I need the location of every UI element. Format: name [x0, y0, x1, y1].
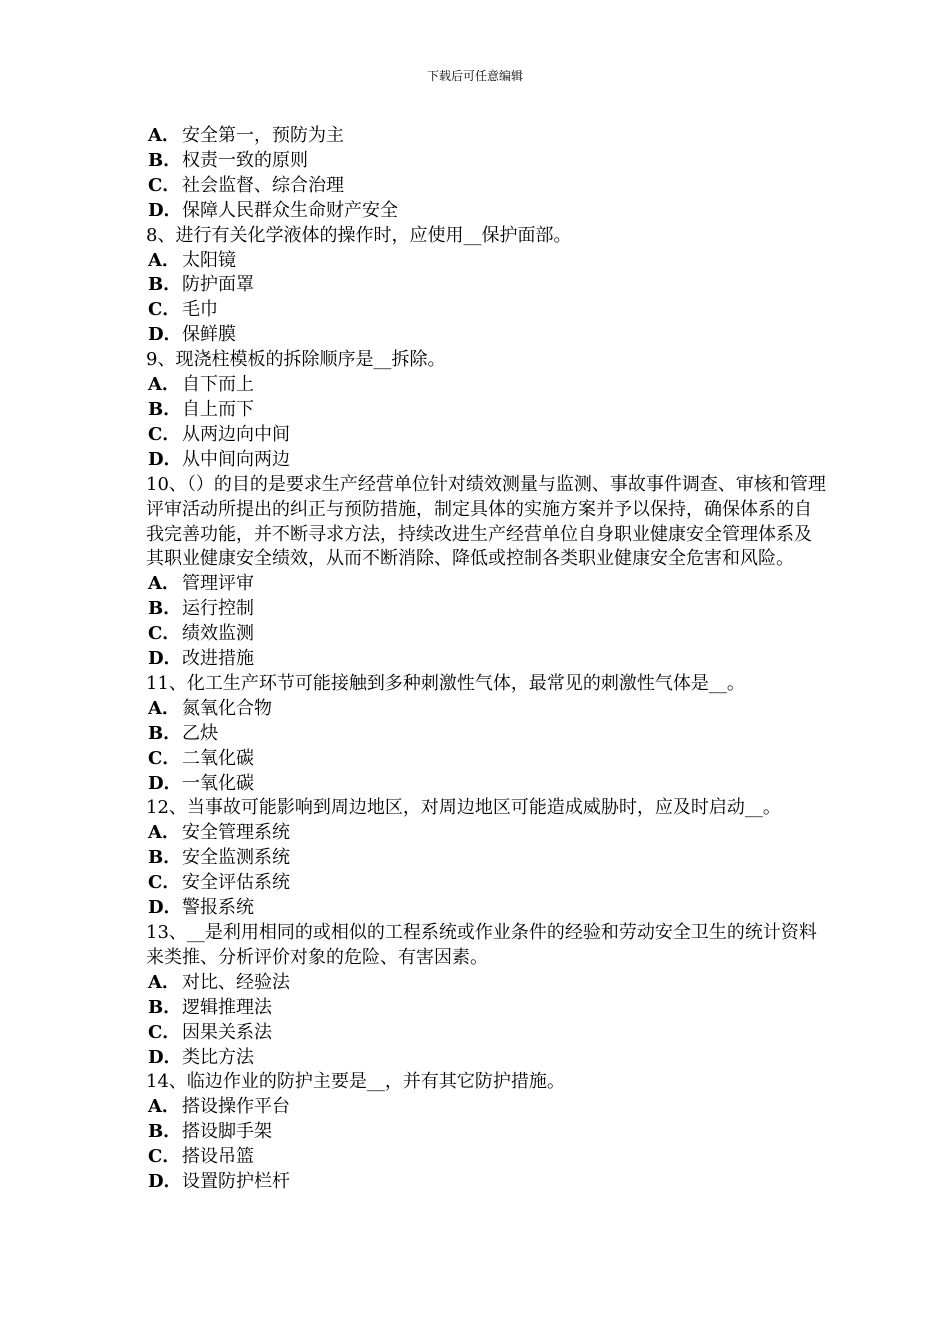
option-list — [146, 124, 826, 224]
question-list — [146, 124, 826, 1195]
answer-option — [146, 572, 826, 597]
option-letter: C． — [148, 1146, 181, 1168]
option-text: 乙炔 — [182, 722, 218, 744]
answer-option — [146, 323, 826, 348]
option-text: 从两边向中间 — [182, 423, 290, 445]
option-text: 搭设脚手架 — [182, 1121, 272, 1143]
option-text: 一氧化碳 — [182, 772, 254, 794]
answer-option — [146, 298, 826, 323]
answer-option — [146, 971, 826, 996]
option-letter: A． — [148, 971, 180, 993]
option-list — [146, 572, 826, 672]
option-text: 太阳镜 — [182, 249, 236, 271]
question-block — [146, 1070, 826, 1195]
option-letter: A． — [148, 1096, 180, 1118]
option-text: 因果关系法 — [182, 1021, 272, 1043]
option-letter: B． — [148, 1121, 182, 1143]
question-block — [146, 921, 826, 1070]
option-letter: C． — [148, 423, 181, 445]
answer-option — [146, 647, 826, 672]
question-text: 10、（）的目的是要求生产经营单位针对绩效测量与监测、事故事件调查、审核和管理评审活动所提出的纠正与预防措施，制定具体的实施方案并予以保持，确保体系的自我完善功能，并不断寻求方法，持续改进生产经营单位自身职业健康安全管理体系及其职业健康安全绩效，从而不断消除、降低或控制各类职业健康安全危害和风险。 — [146, 473, 826, 570]
question-text: 13、__是利用相同的或相似的工程系统或作业条件的经验和劳动安全卫生的统计资料来类推、分析评价对象的危险、有害因素。 — [146, 922, 817, 968]
option-letter: D． — [148, 1046, 182, 1068]
question-block — [146, 224, 826, 349]
option-text: 绩效监测 — [182, 623, 254, 645]
option-text: 安全监测系统 — [182, 847, 290, 869]
answer-option — [146, 1170, 826, 1195]
question-text: 14、临边作业的防护主要是__，并有其它防护措施。 — [146, 1071, 565, 1093]
option-letter: B． — [148, 398, 182, 420]
question-text: 8、进行有关化学液体的操作时，应使用__保护面部。 — [146, 224, 572, 246]
option-text: 氮氧化合物 — [182, 697, 272, 719]
answer-option — [146, 622, 826, 647]
answer-option — [146, 448, 826, 473]
option-letter: C． — [148, 747, 181, 769]
option-letter: D． — [148, 448, 182, 470]
option-letter: B． — [148, 996, 182, 1018]
question-block — [146, 124, 826, 224]
option-list — [146, 1095, 826, 1195]
option-list — [146, 697, 826, 797]
option-letter: C． — [148, 872, 181, 894]
option-text: 二氧化碳 — [182, 747, 254, 769]
page-header: 下载后可任意编辑 — [426, 69, 523, 83]
option-list — [146, 971, 826, 1071]
answer-option — [146, 846, 826, 871]
option-text: 安全评估系统 — [182, 872, 290, 894]
option-list — [146, 373, 826, 473]
answer-option — [146, 1046, 826, 1071]
answer-option — [146, 149, 826, 174]
option-text: 社会监督、综合治理 — [182, 174, 344, 196]
option-letter: B． — [148, 722, 182, 744]
option-letter: D． — [148, 199, 182, 221]
question-block — [146, 796, 826, 921]
answer-option — [146, 697, 826, 722]
option-text: 自上而下 — [182, 398, 254, 420]
option-text: 安全第一，预防为主 — [182, 125, 344, 146]
option-text: 保障人民群众生命财产安全 — [182, 199, 398, 221]
option-letter: C． — [148, 299, 181, 321]
option-text: 运行控制 — [182, 598, 254, 620]
answer-option — [146, 747, 826, 772]
answer-option — [146, 1095, 826, 1120]
answer-option — [146, 996, 826, 1021]
option-text: 逻辑推理法 — [182, 996, 272, 1018]
answer-option — [146, 1120, 826, 1145]
question-block — [146, 348, 826, 473]
option-text: 类比方法 — [182, 1046, 254, 1068]
option-letter: D． — [148, 648, 182, 670]
option-text: 搭设吊篮 — [182, 1146, 254, 1168]
question-text: 11、化工生产环节可能接触到多种刺激性气体，最常见的刺激性气体是__。 — [146, 672, 745, 694]
option-letter: A． — [148, 125, 180, 146]
option-list — [146, 249, 826, 349]
answer-option — [146, 1021, 826, 1046]
option-list — [146, 821, 826, 921]
answer-option — [146, 871, 826, 896]
option-letter: C． — [148, 174, 181, 196]
option-letter: B． — [148, 274, 182, 296]
answer-option — [146, 597, 826, 622]
question-text: 9、现浇柱模板的拆除顺序是__拆除。 — [146, 349, 446, 371]
option-text: 自下而上 — [182, 374, 254, 396]
answer-option — [146, 174, 826, 199]
option-letter: B． — [148, 598, 182, 620]
option-text: 毛巾 — [182, 299, 218, 321]
option-text: 改进措施 — [182, 648, 254, 670]
option-letter: A． — [148, 822, 180, 844]
question-text: 12、当事故可能影响到周边地区，对周边地区可能造成威胁时，应及时启动__。 — [146, 797, 781, 819]
option-text: 对比、经验法 — [182, 971, 290, 993]
option-text: 警报系统 — [182, 897, 254, 919]
option-letter: B． — [148, 149, 182, 171]
option-letter: D． — [148, 1171, 182, 1193]
option-text: 保鲜膜 — [182, 324, 236, 346]
option-text: 搭设操作平台 — [182, 1096, 290, 1118]
answer-option — [146, 398, 826, 423]
answer-option — [146, 423, 826, 448]
question-block — [146, 672, 826, 797]
answer-option — [146, 772, 826, 797]
option-letter: A． — [148, 697, 180, 719]
option-text: 权责一致的原则 — [182, 149, 308, 171]
option-letter: C． — [148, 623, 181, 645]
option-letter: C． — [148, 1021, 181, 1043]
answer-option — [146, 1145, 826, 1170]
answer-option — [146, 273, 826, 298]
option-text: 防护面罩 — [182, 274, 254, 296]
option-letter: B． — [148, 847, 182, 869]
option-text: 设置防护栏杆 — [182, 1171, 290, 1193]
option-letter: D． — [148, 897, 182, 919]
option-letter: A． — [148, 573, 180, 595]
option-letter: A． — [148, 249, 180, 271]
question-block — [146, 473, 826, 672]
answer-option — [146, 124, 826, 149]
option-text: 从中间向两边 — [182, 448, 290, 470]
option-text: 管理评审 — [182, 573, 254, 595]
answer-option — [146, 373, 826, 398]
answer-option — [146, 249, 826, 274]
answer-option — [146, 896, 826, 921]
answer-option — [146, 821, 826, 846]
answer-option — [146, 199, 826, 224]
option-letter: D． — [148, 324, 182, 346]
option-letter: D． — [148, 772, 182, 794]
option-letter: A． — [148, 374, 180, 396]
option-text: 安全管理系统 — [182, 822, 290, 844]
answer-option — [146, 722, 826, 747]
